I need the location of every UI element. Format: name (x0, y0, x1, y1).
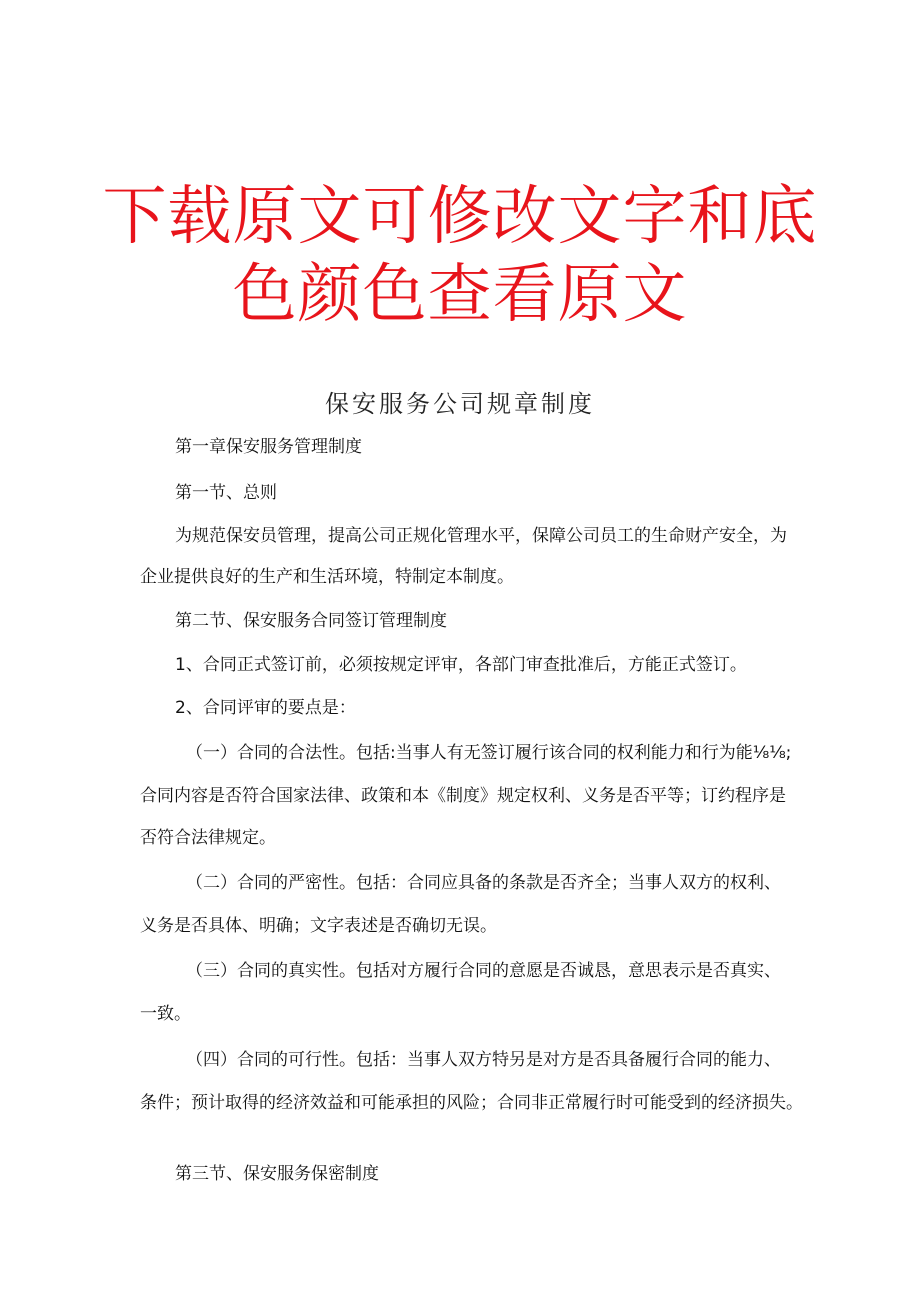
list-item: 2、合同评审的要点是： (175, 698, 356, 718)
download-banner (60, 178, 860, 334)
paragraph-line: 义务是否具体、明确；文字表述是否确切无误。 (140, 916, 497, 936)
chapter-heading: 第一章保安服务管理制度 (175, 437, 362, 457)
banner-line-2: 色颜色查看原文 (232, 258, 688, 332)
banner-line-1: 下载原文可修改文字和底 (102, 180, 818, 254)
section-2-heading: 第二节、保安服务合同签订管理制度 (175, 611, 447, 631)
paragraph-line: 条件；预计取得的经济效益和可能承担的风险；合同非正常履行时可能受到的经济损失。 (140, 1093, 803, 1113)
paragraph-line: 否符合法律规定。 (140, 828, 276, 848)
paragraph-line: （四）合同的可行性。包括：当事人双方特另是对方是否具备履行合同的能力、 (186, 1050, 781, 1070)
paragraph-line: 一致。 (140, 1004, 191, 1024)
section-1-heading: 第一节、总则 (175, 483, 277, 503)
document-title: 保安服务公司规章制度 (325, 390, 595, 418)
paragraph-line: 合同内容是否符合国家法律、政策和本《制度》规定权利、义务是否平等；订约程序是 (140, 786, 786, 806)
paragraph-line: （二）合同的严密性。包括：合同应具备的条款是否齐全；当事人双方的权利、 (186, 873, 781, 893)
paragraph-line: 为规范保安员管理，提高公司正规化管理水平，保障公司员工的生命财产安全，为 (175, 526, 787, 546)
section-3-heading: 第三节、保安服务保密制度 (175, 1164, 379, 1184)
paragraph-line: （三）合同的真实性。包括对方履行合同的意愿是否诚恳，意思表示是否真实、 (186, 961, 781, 981)
paragraph-line: （一）合同的合法性。包括:当事人有无签订履行该合同的权利能力和行为能⅛⅛; (186, 743, 792, 763)
paragraph-line: 企业提供良好的生产和生活环境，特制定本制度。 (140, 567, 514, 587)
list-item: 1、合同正式签订前，必须按规定评审，各部门审查批准后，方能正式签订。 (175, 655, 747, 675)
